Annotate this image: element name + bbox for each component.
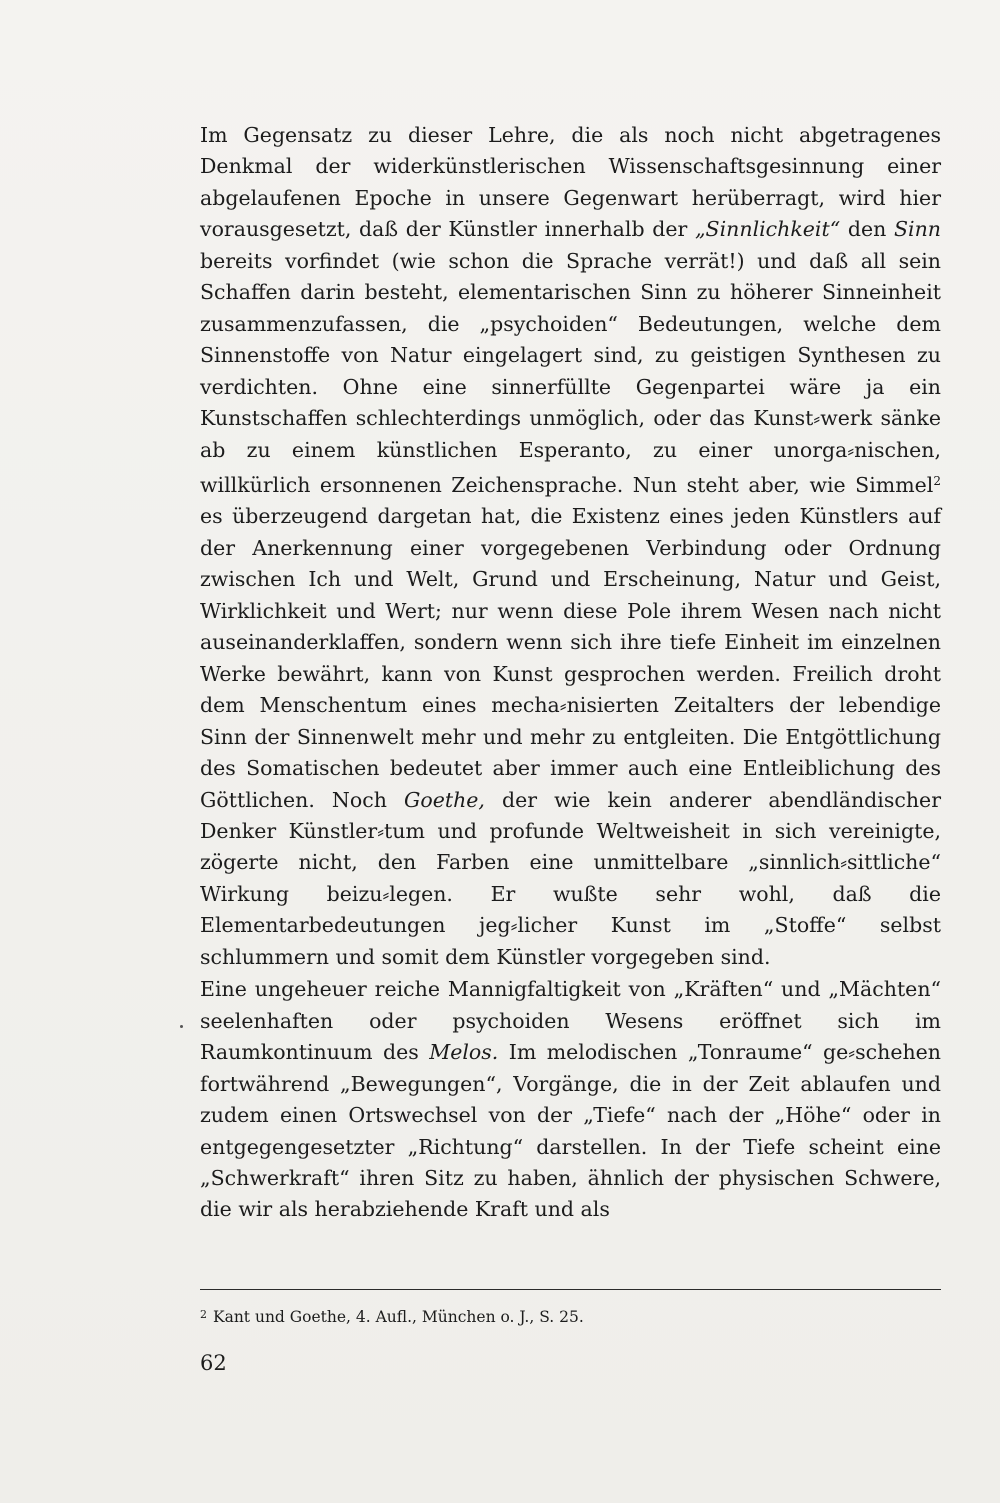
italic-term: Sinn [893,217,941,242]
footnote-divider [200,1289,941,1290]
footnote-text: Kant und Goethe, 4. Aufl., München o. J., S. 25. [213,1308,584,1326]
print-speck [180,1025,183,1028]
italic-term: Melos. [429,1040,499,1065]
text-run: Eine ungeheuer reiche Mannigfaltigkeit von „Kräften“ und „Mächten“ seelenhaften oder psychoiden Wesens eröffnet sich im Raumkontinuum des [200,977,941,1065]
text-run: Im melodischen „Tonraume“ ge⸗schehen fortwährend „Bewegungen“, Vorgänge, die in der Zeit ablaufen und zudem einen Ortswechsel von der „Tiefe“ nach der „Höhe“ oder in entgegengesetzter „Richtung“ darstellen. In der Tiefe scheint eine „Schwerkraft“ ihren Sitz zu haben, ähnlich der physischen Schwere, die wir als herabziehende Kraft und als [200,1040,942,1222]
body-text [200,120,941,1226]
footnote-reference: 2 [933,473,941,488]
footnote-marker: 2 [200,1308,207,1321]
italic-term: Goethe, [403,787,485,812]
text-run: Im Gegensatz zu dieser Lehre, die als noch nicht abgetragenes Denkmal der widerkünstlerischen Wissenschaftsgesinnung einer abgelaufenen Epoche in unsere Gegenwart herüberragt, wird hier vorausgesetzt, daß der Künstler innerhalb der [200,123,941,242]
text-run: es überzeugend dargetan hat, die Existenz eines jeden Künstlers auf der Anerkennung einer vorgegebenen Verbindung oder Ordnung zwischen Ich und Welt, Grund und Erscheinung, Natur und Geist, Wirklichkeit und Wert; nur wenn diese Pole ihrem Wesen nach nicht auseinanderklaffen, sondern wenn sich ihre tiefe Einheit im einzelnen Werke bewährt, kann von Kunst gesprochen werden. Freilich droht dem Menschentum eines mecha⸗nisierten Zeitalters der lebendige Sinn der Sinnenwelt mehr und mehr zu entgleiten. Die Entgöttlichung des Somatischen bedeutet aber immer auch eine Entleiblichung des Göttlichen. Noch [200,504,941,812]
page-number: 62 [200,1351,227,1375]
footnote [200,1303,941,1329]
paragraph-1 [200,120,941,973]
text-run: bereits vorfindet (wie schon die Sprache verrät!) und daß all sein Schaffen darin besteht, elementarischen Sinn zu höherer Sinneinheit zusammenzufassen, die „psychoiden“ Bedeutungen, welche dem Sinnenstoffe von Natur eingelagert sind, zu geistigen Synthesen zu verdichten. Ohne eine sinnerfüllte Gegenpartei wäre ja ein Kunstschaffen schlechterdings unmöglich, oder das Kunst⸗werk sänke ab zu einem künstlichen Esperanto, zu einer unorga⸗nischen, willkürlich ersonnenen Zeichensprache. Nun steht aber, wie Simmel [200,248,941,497]
text-run: der wie kein anderer abendländischer Denker Künstler⸗tum und profunde Weltweisheit in sich vereinigte, zögerte nicht, den Farben eine unmittelbare „sinnlich⸗sittliche“ Wirkung beizu⸗legen. Er wußte sehr wohl, daß die Elementarbedeutungen jeg⸗licher Kunst im „Stoffe“ selbst schlummern und somit dem Künstler vorgegeben sind. [200,787,941,969]
text-run: den [840,217,894,242]
paragraph-2 [200,974,941,1226]
italic-term: „Sinnlichkeit“ [694,217,841,242]
